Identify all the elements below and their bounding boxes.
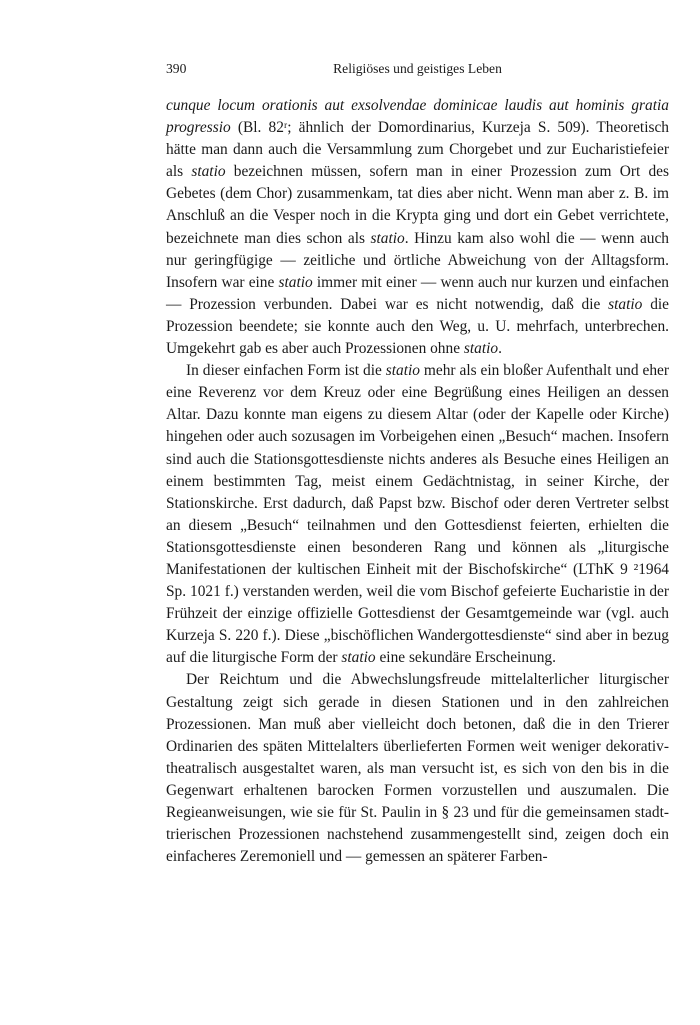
text-run: bezeichnen müssen, sofern man in einer Prozession zum Ort des Gebetes (dem Chor) zusammenkam, tat dies aber nicht. Wenn man aber z. B. im Anschluß an die Vesper noch in die Krypta ging und dort ein Gebet verrichtete, bezeichnete man dies schon als	[166, 163, 669, 247]
text-run: mehr als ein bloßer Aufenthalt und eher eine Reverenz vor dem Kreuz oder eine Begrüßung eines Heiligen an dessen Altar. Dazu konnte man eigens zu diesem Altar (oder der Kapelle oder Kirche) hingehen oder auch sozusagen im Vorbeigehen einen „Besuch“ machen. Insofern sind auch die Stationsgottesdienste nichts anderes als Besuche eines Heiligen an einem bestimmten Tag, meist einem Gedächtnistag, in seiner Kirche, der Stationskirche. Erst dadurch, daß Papst bzw. Bischof oder deren Vertreter selbst an diesem „Besuch“ teilnahmen und den Gottesdienst feierten, erhielten die Stationsgottesdienste einen besonderen Rang und können als „liturgische Manifestationen der kultischen Einheit mit der Bischofskirche“ (LThK 9 ²1964 Sp. 1021 f.) verstanden werden, weil die vom Bischof gefeierte Eucharistie in der Frühzeit der einzige offizielle Gottesdienst der Gesamtgemeinde war (vgl. auch Kurzeja S. 220 f.). Diese „bischöflichen Wandergottesdienste“ sind aber in bezug auf die liturgische Form der	[166, 362, 669, 667]
italic-run: statio	[278, 273, 313, 291]
paragraph	[166, 360, 669, 669]
text-run: (Bl. 82ʳ; ähnlich der Domordinarius, Kurzeja S. 509). Theoretisch hätte man dann auch die Versammlung zum Chorgebet und zur Eucharistiefeier als	[166, 119, 669, 181]
paragraph	[166, 669, 669, 868]
text-run: immer mit einer — wenn auch nur kurzen und einfachen — Prozession verbunden. Dabei war es nicht notwendig, daß die	[166, 273, 669, 313]
italic-run: statio	[341, 649, 376, 667]
running-head: Religiöses und geistiges Leben	[333, 61, 502, 76]
book-page	[166, 58, 669, 868]
italic-run: statio	[608, 295, 643, 313]
text-run: Der Reichtum und die Abwechslungsfreude mittelalterlicher liturgischer Gestaltung zeigt sich gerade in diesen Stationen und in den zahlreichen Prozessionen. Man muß aber vielleicht doch betonen, daß die in den Trierer Ordinarien des späten Mittelalters überlieferten Formen weit weniger dekorativ-theatralisch ausgestaltet waren, als man versucht ist, es sich von den bis in die Gegenwart erhaltenen barocken Formen vorzustellen und auszumalen. Die Regieanweisungen, wie sie für St. Paulin in § 23 und für die gemeinsamen stadttrierischen Prozessionen nachstehend zusammengestellt sind, zeigen doch ein einfacheres Zeremoniell und — gemessen an späterer Farben-	[166, 671, 669, 866]
italic-run: statio	[191, 163, 226, 181]
italic-run: statio	[385, 362, 420, 380]
text-run: In dieser einfachen Form ist die	[186, 362, 386, 380]
italic-run: statio	[463, 340, 499, 358]
body-text	[166, 95, 669, 868]
text-run: eine sekundäre Erscheinung.	[375, 649, 556, 667]
page-header	[166, 58, 669, 80]
text-run: .	[498, 340, 502, 358]
paragraph	[166, 95, 669, 360]
italic-run: statio	[370, 229, 405, 247]
text-run: . Hinzu kam also wohl die — wenn auch nur geringfügige — zeitliche und örtliche Abweichung von der Alltagsform. Insofern war eine	[166, 229, 669, 291]
italic-run: cunque locum orationis aut exsolvendae dominicae laudis aut hominis gratia progressio	[166, 97, 669, 137]
page-number: 390	[166, 61, 187, 76]
text-run: die Prozession beendete; sie konnte auch den Weg, u. U. mehrfach, unterbrechen. Umgekehrt gab es aber auch Prozessionen ohne	[166, 295, 669, 358]
